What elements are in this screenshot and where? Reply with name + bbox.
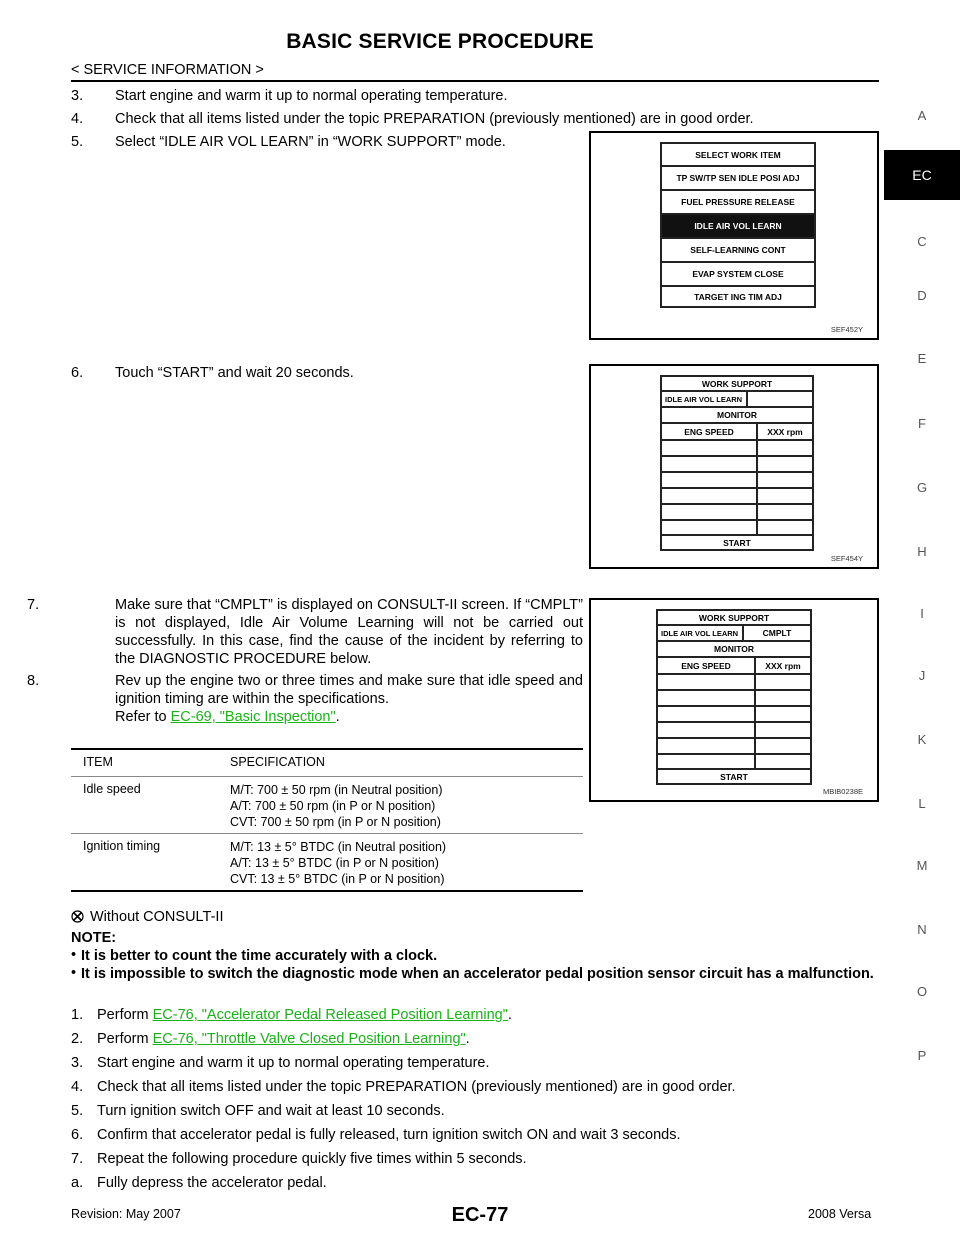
blank-cell (658, 755, 754, 768)
tab-l[interactable]: L (918, 796, 926, 811)
footer-revision: Revision: May 2007 (71, 1207, 181, 1221)
screen-eng-speed: ENG SPEED (658, 658, 754, 673)
header-item: ITEM (83, 755, 113, 769)
menu-item-self-learning: SELF-LEARNING CONT (662, 239, 814, 261)
note-bullet-icon: • (71, 965, 77, 981)
step-b4: 4. Check that all items listed under the topic PREPARATION (previously mentioned) are in good order. (71, 1079, 736, 1095)
blank-cell (758, 473, 812, 487)
screen-title: WORK SUPPORT (658, 611, 810, 624)
tab-a[interactable]: A (917, 108, 927, 123)
figure-code: SEF452Y (830, 325, 863, 334)
blank-cell (756, 723, 810, 737)
without-consult-heading: Without CONSULT-II (71, 908, 223, 926)
row-item: Ignition timing (83, 839, 161, 853)
tab-p[interactable]: P (917, 1048, 927, 1063)
footer-model: 2008 Versa (808, 1207, 872, 1221)
blank-cell (758, 441, 812, 455)
menu-item-tp-sw: TP SW/TP SEN IDLE POSI ADJ (662, 167, 814, 189)
tab-d[interactable]: D (917, 288, 927, 303)
screen-monitor: MONITOR (658, 642, 810, 656)
note-label: NOTE: (71, 930, 117, 946)
table-row (71, 776, 583, 833)
blank-cell (658, 675, 754, 689)
figure-code: SEF454Y (830, 554, 863, 563)
row-item: Idle speed (83, 782, 141, 796)
blank-cell (756, 675, 810, 689)
consult-screen (660, 142, 816, 308)
page-title: BASIC SERVICE PROCEDURE (286, 30, 594, 53)
screen-eng-speed: ENG SPEED (662, 424, 756, 439)
step-5: 5. Select “IDLE AIR VOL LEARN” in “WORK SUPPORT” mode. (71, 134, 506, 150)
blank-cell (662, 505, 756, 519)
step-b6: 6. Confirm that accelerator pedal is fully released, turn ignition switch ON and wait 3 seconds. (71, 1127, 681, 1143)
figure-code: MBIB0238E (822, 787, 863, 796)
blank-cell (662, 457, 756, 471)
screen-item: IDLE AIR VOL LEARN (662, 392, 746, 406)
blank-cell (756, 707, 810, 721)
header-rule (71, 80, 879, 82)
spec-line: CVT: 700 ± 50 rpm (in P or N position) (230, 815, 441, 829)
menu-item-target-ing-tim: TARGET ING TIM ADJ (662, 287, 814, 306)
row-specs (230, 782, 443, 830)
figure-work-support-cmplt (589, 598, 879, 802)
tab-f[interactable]: F (918, 416, 926, 431)
tab-c[interactable]: C (917, 234, 927, 249)
step-6: 6. Touch “START” and wait 20 seconds. (71, 365, 354, 381)
menu-title: SELECT WORK ITEM (662, 144, 814, 165)
blank-cell (758, 521, 812, 534)
no-consult-icon (71, 910, 84, 923)
link-basic-inspection[interactable]: EC-69, "Basic Inspection" (170, 709, 336, 725)
spec-line: A/T: 13 ± 5° BTDC (in P or N position) (230, 856, 439, 870)
spec-line: M/T: 700 ± 50 rpm (in Neutral position) (230, 783, 443, 797)
tab-o[interactable]: O (916, 984, 928, 999)
spec-line: CVT: 13 ± 5° BTDC (in P or N position) (230, 872, 445, 886)
tab-j[interactable]: J (918, 668, 926, 683)
step-b7: 7. Repeat the following procedure quickly five times within 5 seconds. (71, 1151, 527, 1167)
screen-status: CMPLT (744, 626, 810, 640)
page-number: EC-77 (451, 1204, 509, 1226)
tab-m[interactable]: M (916, 858, 928, 873)
blank-cell (756, 739, 810, 753)
consult-screen (660, 375, 814, 551)
figure-work-support-start (589, 364, 879, 569)
step-b5: 5. Turn ignition switch OFF and wait at least 10 seconds. (71, 1103, 445, 1119)
blank-cell (756, 691, 810, 705)
screen-title: WORK SUPPORT (662, 377, 812, 390)
consult-screen (656, 609, 812, 785)
screen-start: START (658, 770, 810, 783)
tab-i[interactable]: I (920, 606, 924, 621)
step-ba: a. Fully depress the accelerator pedal. (71, 1175, 327, 1191)
tab-e[interactable]: E (917, 351, 927, 366)
spec-table (71, 748, 583, 892)
screen-status (748, 392, 812, 406)
screen-monitor: MONITOR (662, 408, 812, 422)
menu-item-evap-system: EVAP SYSTEM CLOSE (662, 263, 814, 285)
blank-cell (662, 473, 756, 487)
tab-h[interactable]: H (917, 544, 927, 559)
screen-start: START (662, 536, 812, 549)
spec-line: A/T: 700 ± 50 rpm (in P or N position) (230, 799, 436, 813)
blank-cell (758, 505, 812, 519)
tab-g[interactable]: G (916, 480, 928, 495)
blank-cell (758, 457, 812, 471)
spec-table-header (71, 750, 583, 776)
blank-cell (658, 707, 754, 721)
tab-n[interactable]: N (917, 922, 927, 937)
note-bullet-1: It is better to count the time accurately with a clock. (81, 948, 438, 964)
note-bullet-icon: • (71, 947, 77, 963)
header-spec: SPECIFICATION (230, 755, 325, 769)
link-accel-pedal-learning[interactable]: EC-76, "Accelerator Pedal Released Position Learning" (152, 1007, 508, 1023)
step-4: 4. Check that all items listed under the topic PREPARATION (previously mentioned) are in good order. (71, 111, 754, 127)
step-3: 3. Start engine and warm it up to normal operating temperature. (71, 88, 508, 104)
table-row (71, 833, 583, 890)
screen-item: IDLE AIR VOL LEARN (658, 626, 742, 640)
figure-select-work-item (589, 131, 879, 340)
tab-ec[interactable]: EC (884, 150, 960, 200)
row-specs (230, 839, 446, 887)
blank-cell (756, 755, 810, 768)
menu-item-idle-air-vol-learn: IDLE AIR VOL LEARN (662, 215, 814, 237)
step-8: 8. Rev up the engine two or three times and make sure that idle speed and ignition timing are within the specifications. Refer to EC-69, "Basic Inspection". (27, 673, 583, 725)
screen-rpm: XXX rpm (758, 424, 812, 439)
note-bullet-2: It is impossible to switch the diagnostic mode when an accelerator pedal position sensor circuit has a malfunction. (81, 966, 874, 982)
step-b1: 1. Perform EC-76, "Accelerator Pedal Released Position Learning". (71, 1007, 512, 1023)
step-b2: 2. Perform EC-76, "Throttle Valve Closed Position Learning". (71, 1031, 470, 1047)
step-7: 7. Make sure that “CMPLT” is displayed on CONSULT-II screen. If “CMPLT” is not displayed, Idle Air Volume Learning will not be carried out successfully. In this case, find the cause of the incident by referring to the DIAGNOSTIC PROCEDURE below. (27, 597, 583, 667)
blank-cell (662, 489, 756, 503)
spec-line: M/T: 13 ± 5° BTDC (in Neutral position) (230, 840, 447, 854)
step-b3: 3. Start engine and warm it up to normal operating temperature. (71, 1055, 490, 1071)
blank-cell (662, 521, 756, 534)
menu-item-fuel-pressure: FUEL PRESSURE RELEASE (662, 191, 814, 213)
blank-cell (658, 723, 754, 737)
section-label: < SERVICE INFORMATION > (71, 62, 264, 78)
blank-cell (662, 441, 756, 455)
tab-k[interactable]: K (917, 732, 927, 747)
blank-cell (758, 489, 812, 503)
screen-rpm: XXX rpm (756, 658, 810, 673)
blank-cell (658, 739, 754, 753)
link-throttle-valve-learning[interactable]: EC-76, "Throttle Valve Closed Position Learning" (152, 1031, 466, 1047)
blank-cell (658, 691, 754, 705)
